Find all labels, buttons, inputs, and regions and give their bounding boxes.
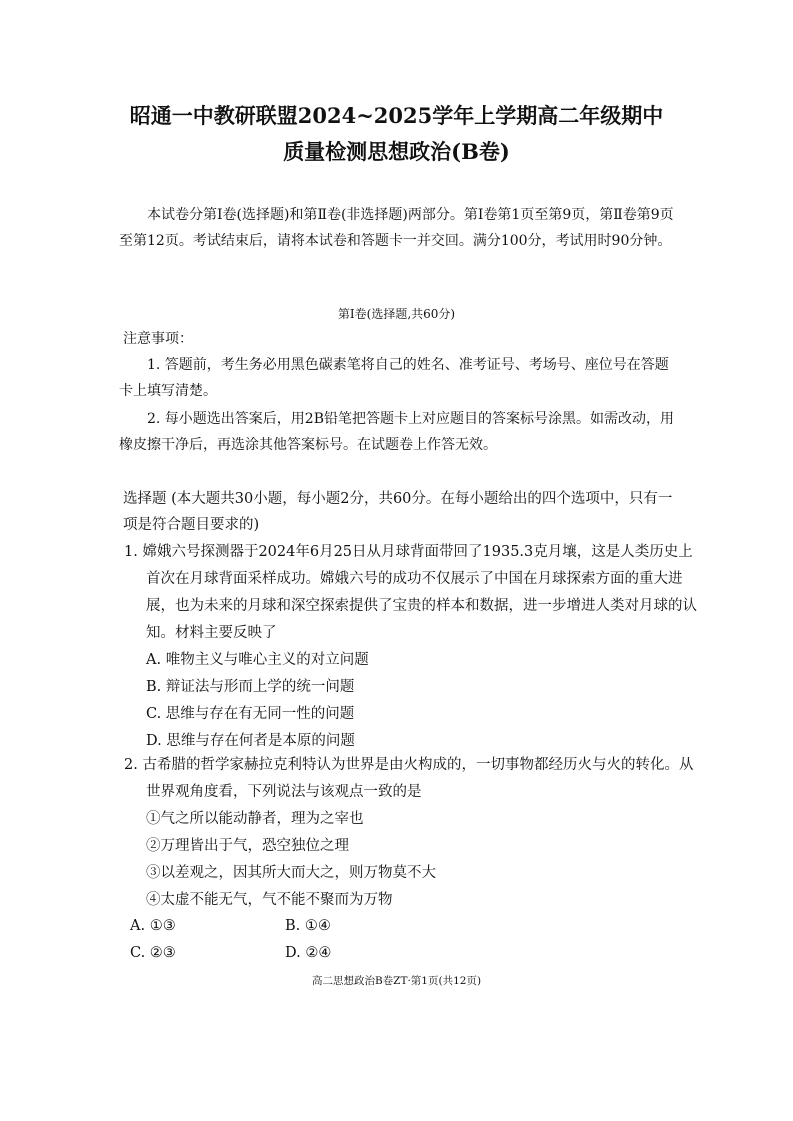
choice-c: C. ②③ <box>130 945 176 961</box>
option-b: B. 辩证法与形而上学的统一问题 <box>146 679 355 695</box>
option-c: C. 思维与存在有无同一性的问题 <box>146 706 355 722</box>
question-stem: 1. 嫦娥六号探测器于2024年6月25日从月球背面带回了1935.3克月壤，这是人类历史上首次在月球背面采样成功。嫦娥六号的成功不仅展示了中国在月球探索方面的重大进展，也为未来的月球和深空探索提供了宝贵的样本和数据，进一步增进人类对月球的认知。材料主要反映了 <box>124 544 697 641</box>
section-heading: 第Ⅰ卷(选择题,共60分) <box>337 307 456 321</box>
question-2 <box>124 752 704 914</box>
notice-item-1: 1. 答题前，考生务必用黑色碳素笔将自己的姓名、准考证号、考场号、座位号在答题卡上填写清楚。 <box>119 357 669 399</box>
option-a: A. 唯物主义与唯心主义的对立问题 <box>146 652 369 668</box>
statement-1: ①气之所以能动静者，理为之宰也 <box>146 811 364 827</box>
notice-title: 注意事项： <box>123 331 193 347</box>
notice-item-2: 2. 每小题选出答案后，用2B铅笔把答题卡上对应题目的答案标号涂黑。如需改动，用橡皮擦干净后，再选涂其他答案标号。在试题卷上作答无效。 <box>119 411 675 453</box>
page-footer: 高二思想政治B卷ZT·第1页(共12页) <box>311 975 482 987</box>
exam-title-line2: 质量检测思想政治(B卷) <box>283 139 510 164</box>
choice-a: A. ①③ <box>130 918 176 934</box>
question-stem: 2. 古希腊的哲学家赫拉克利特认为世界是由火构成的，一切事物都经历火与火的转化。从世界观角度看，下列说法与该观点一致的是 <box>124 757 694 800</box>
choice-b: B. ①④ <box>285 918 331 934</box>
exam-title-line1: 昭通一中教研联盟2024~2025学年上学期高二年级期中 <box>129 103 664 128</box>
statement-2: ②万理皆出于气，恐空独位之理 <box>146 838 349 854</box>
option-d: D. 思维与存在何者是本原的问题 <box>146 733 355 749</box>
question-1 <box>124 539 704 755</box>
choice-d: D. ②④ <box>285 945 332 961</box>
statement-3: ③以差观之，因其所大而大之，则万物莫不大 <box>146 865 436 881</box>
exam-intro: 本试卷分第Ⅰ卷(选择题)和第Ⅱ卷(非选择题)两部分。第Ⅰ卷第1页至第9页，第Ⅱ卷第9页至第12页。考试结束后，请将本试卷和答题卡一并交回。满分100分，考试用时90分钟。 <box>119 207 674 249</box>
statement-4: ④太虚不能无气，气不能不聚而为万物 <box>146 892 393 908</box>
answer-choices <box>130 913 530 967</box>
choice-instructions: 选择题 (本大题共30小题，每小题2分，共60分。在每小题给出的四个选项中，只有一项是符合题目要求的) <box>123 491 673 533</box>
